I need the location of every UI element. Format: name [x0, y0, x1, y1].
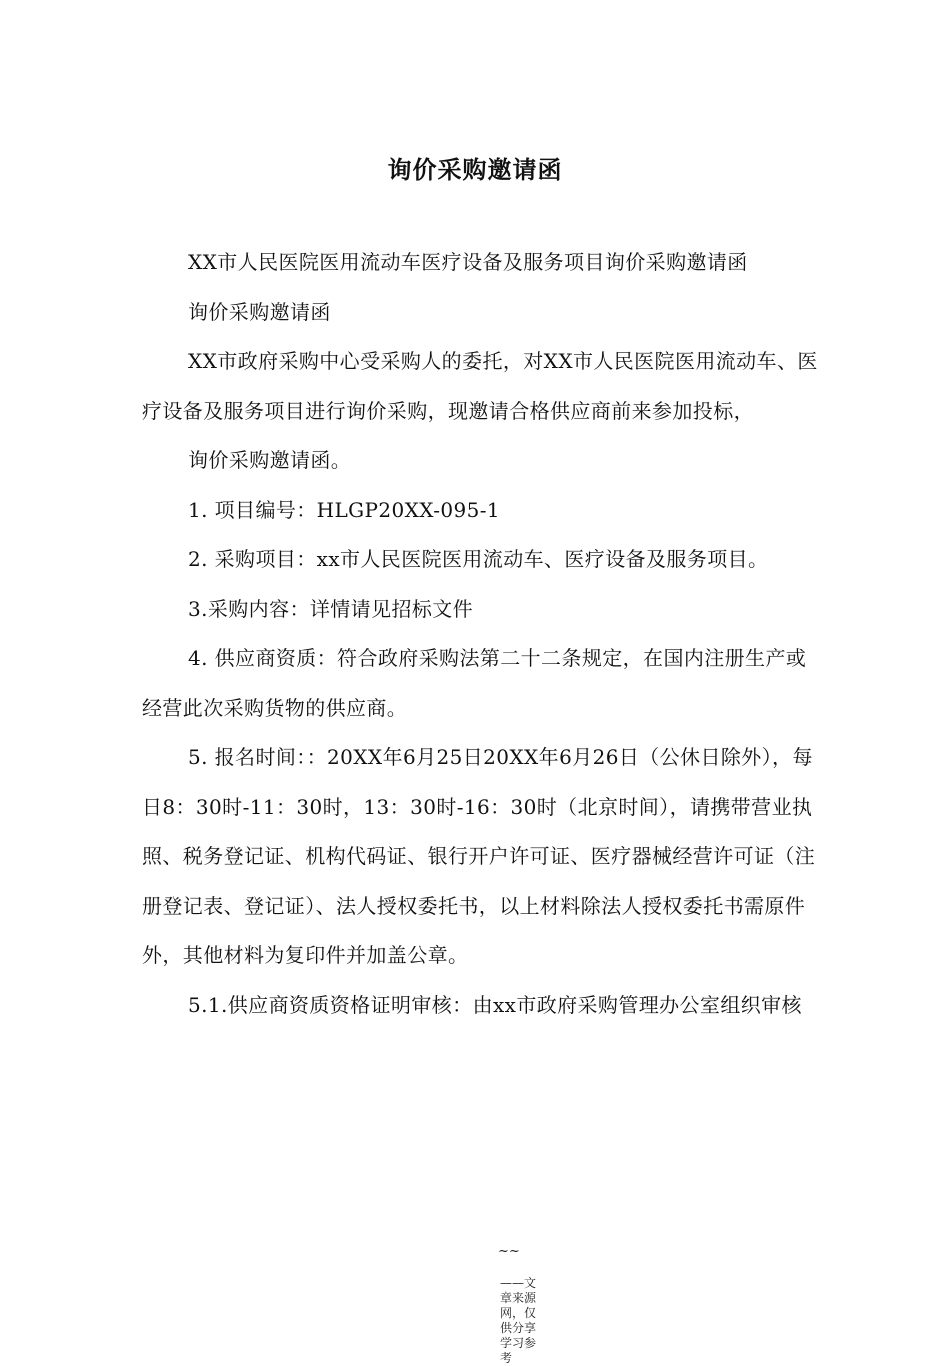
paragraph-project-name: 2. 采购项目：xx市人民医院医用流动车、医疗设备及服务项目。	[188, 547, 769, 571]
paragraph-subtitle: 询价采购邀请函	[188, 299, 331, 324]
paragraph-heading: XX市人民医院医用流动车医疗设备及服务项目询价采购邀请函	[188, 250, 748, 274]
paragraph-qualification: 4. 供应商资质：符合政府采购法第二十二条规定，在国内注册生产或经营此次采购货物的供应商。	[142, 646, 807, 720]
paragraph-intro: XX市政府采购中心受采购人的委托，对XX市人民医院医用流动车、医疗设备及服务项目进行询价采购，现邀请合格供应商前来参加投标，	[142, 349, 818, 423]
document-title: 询价采购邀请函	[387, 156, 563, 184]
document-body	[142, 238, 818, 1030]
footer-note: ——文章来源网，仅供分享学习参考	[500, 1276, 537, 1365]
footer-mark: ~~	[498, 1244, 520, 1259]
paragraph-review: 5.1.供应商资质资格证明审核：由xx市政府采购管理办公室组织审核	[188, 992, 802, 1017]
paragraph-invitation: 询价采购邀请函。	[188, 448, 352, 472]
paragraph-project-number: 1. 项目编号：HLGP20XX-095-1	[188, 497, 501, 522]
paragraph-content: 3.采购内容：详情请见招标文件	[188, 596, 474, 621]
paragraph-registration: 5. 报名时间：：20XX年6月25日20XX年6月26日（公休日除外），每日8：30时-11：30时，13：30时-16：30时（北京时间），请携带营业执照、税务登记证、机构代码证、银行开户许可证、医疗器械经营许可证（注册登记表、登记证）、法人授权委托书，以上材料除法人授权委托书需原件外，其他材料为复印件并加盖公章。	[142, 745, 816, 967]
